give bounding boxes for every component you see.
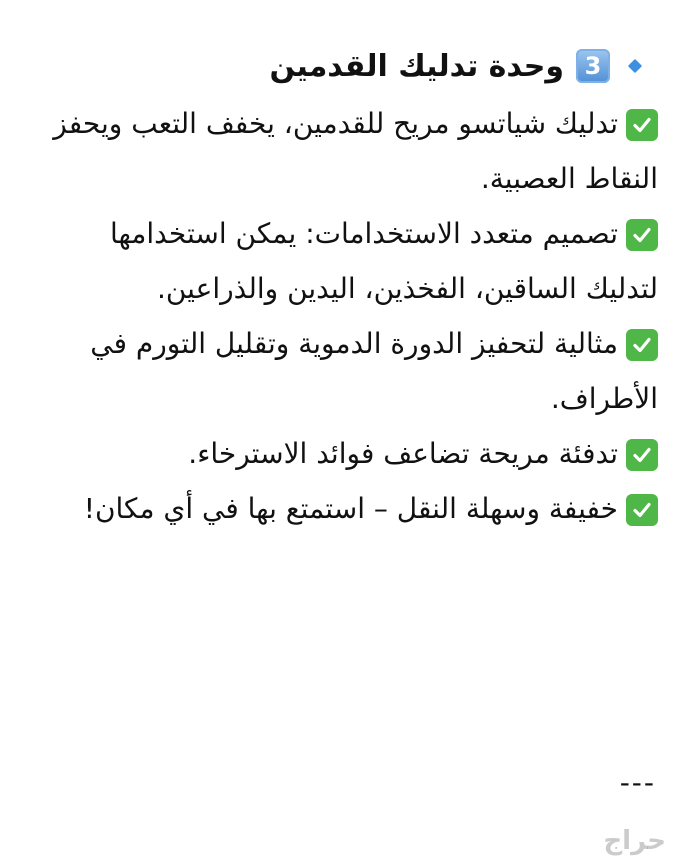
- document-body: [40, 36, 658, 536]
- list-item: [40, 316, 658, 426]
- check-mark-icon: [626, 329, 658, 361]
- small-blue-diamond-icon: [628, 59, 642, 73]
- separator: ---: [619, 766, 656, 799]
- check-mark-icon: [626, 439, 658, 471]
- check-mark-icon: [626, 494, 658, 526]
- list-item: [40, 96, 658, 206]
- item-text: تدليك شياتسو مريح للقدمين، يخفف التعب ويحفز النقاط العصبية.: [53, 107, 658, 195]
- item-text: تصميم متعدد الاستخدامات: يمكن استخدامها لتدليك الساقين، الفخذين، اليدين والذراعين.: [109, 217, 658, 305]
- item-text: مثالية لتحفيز الدورة الدموية وتقليل التورم في الأطراف.: [90, 327, 658, 415]
- item-text: خفيفة وسهلة النقل – استمتع بها في أي مكان!: [83, 492, 618, 525]
- watermark-logo: حراج: [603, 826, 666, 856]
- section-heading: [40, 36, 658, 96]
- check-mark-icon: [626, 109, 658, 141]
- check-mark-icon: [626, 219, 658, 251]
- list-item: [40, 481, 658, 536]
- list-item: [40, 426, 658, 481]
- keycap-3-icon: 3: [576, 49, 610, 83]
- item-text: تدفئة مريحة تضاعف فوائد الاسترخاء.: [188, 437, 618, 470]
- heading-title: وحدة تدليك القدمين: [269, 48, 564, 84]
- list-item: [40, 206, 658, 316]
